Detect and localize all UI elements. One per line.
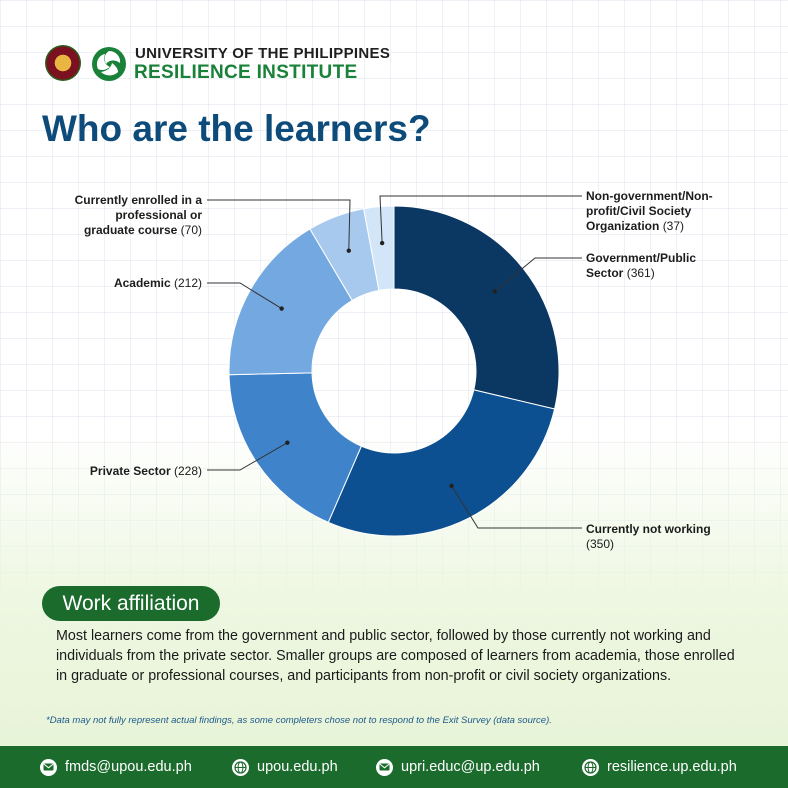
label-currently-not-working bbox=[586, 522, 736, 552]
donut-slice-1 bbox=[328, 390, 554, 536]
label-value: (37) bbox=[662, 219, 685, 233]
label-name: Non-government/Non-profit/Civil Society Organization bbox=[586, 189, 713, 233]
leader-dot-2 bbox=[285, 440, 289, 444]
leader-dot-4 bbox=[347, 249, 351, 253]
footer-email-fmds[interactable] bbox=[40, 746, 192, 788]
mail-icon bbox=[376, 759, 393, 776]
label-value: (212) bbox=[173, 276, 202, 290]
footer-website-upou[interactable] bbox=[232, 746, 338, 788]
footer-email-upri[interactable] bbox=[376, 746, 540, 788]
label-academic bbox=[40, 276, 202, 291]
section-description: Most learners come from the government and public sector, followed by those currently not working and individuals from the private sector. Smaller groups are composed of learners from academia, those enrolled in graduate or professional courses, and participants from non-profit or civil society organizations. bbox=[56, 628, 735, 684]
label-name: Currently not working bbox=[586, 522, 711, 536]
leader-dot-0 bbox=[493, 289, 497, 293]
footer-text: fmds@upou.edu.ph bbox=[65, 759, 192, 775]
label-value: (70) bbox=[180, 223, 202, 237]
label-private-sector bbox=[40, 464, 202, 479]
label-name: Government/Public Sector bbox=[586, 251, 697, 280]
globe-icon bbox=[232, 759, 249, 776]
donut-slices bbox=[229, 206, 559, 536]
label-value: (228) bbox=[173, 464, 202, 478]
leader-dot-1 bbox=[449, 484, 453, 488]
data-note: *Data may not fully represent actual findings, as some completers chose not to respond to the Exit Survey (data source). bbox=[46, 715, 552, 726]
university-name: UNIVERSITY OF THE PHILIPPINES bbox=[135, 45, 391, 62]
label-value: (361) bbox=[626, 266, 655, 280]
section-pill: Work affiliation bbox=[42, 586, 220, 621]
footer-bar bbox=[0, 746, 788, 788]
footer-website-resilience[interactable] bbox=[582, 746, 737, 788]
globe-icon bbox=[582, 759, 599, 776]
footer-text: upri.educ@up.edu.ph bbox=[401, 759, 540, 775]
label-name: Academic bbox=[113, 276, 171, 290]
label-value: (350) bbox=[586, 537, 615, 551]
label-name: Currently enrolled in a professional or graduate course bbox=[74, 193, 202, 237]
label-name: Private Sector bbox=[89, 464, 171, 478]
leader-dot-5 bbox=[380, 241, 384, 245]
donut-slice-0 bbox=[394, 206, 559, 409]
page-title: Who are the learners? bbox=[42, 108, 431, 149]
label-non-government bbox=[586, 189, 726, 234]
footer-text: upou.edu.ph bbox=[257, 759, 338, 775]
mail-icon bbox=[40, 759, 57, 776]
label-currently-enrolled bbox=[62, 193, 202, 238]
footer-text: resilience.up.edu.ph bbox=[607, 759, 737, 775]
label-government-public-sector bbox=[586, 251, 726, 281]
leader-dot-3 bbox=[279, 306, 283, 310]
institute-name: RESILIENCE INSTITUTE bbox=[134, 62, 358, 83]
